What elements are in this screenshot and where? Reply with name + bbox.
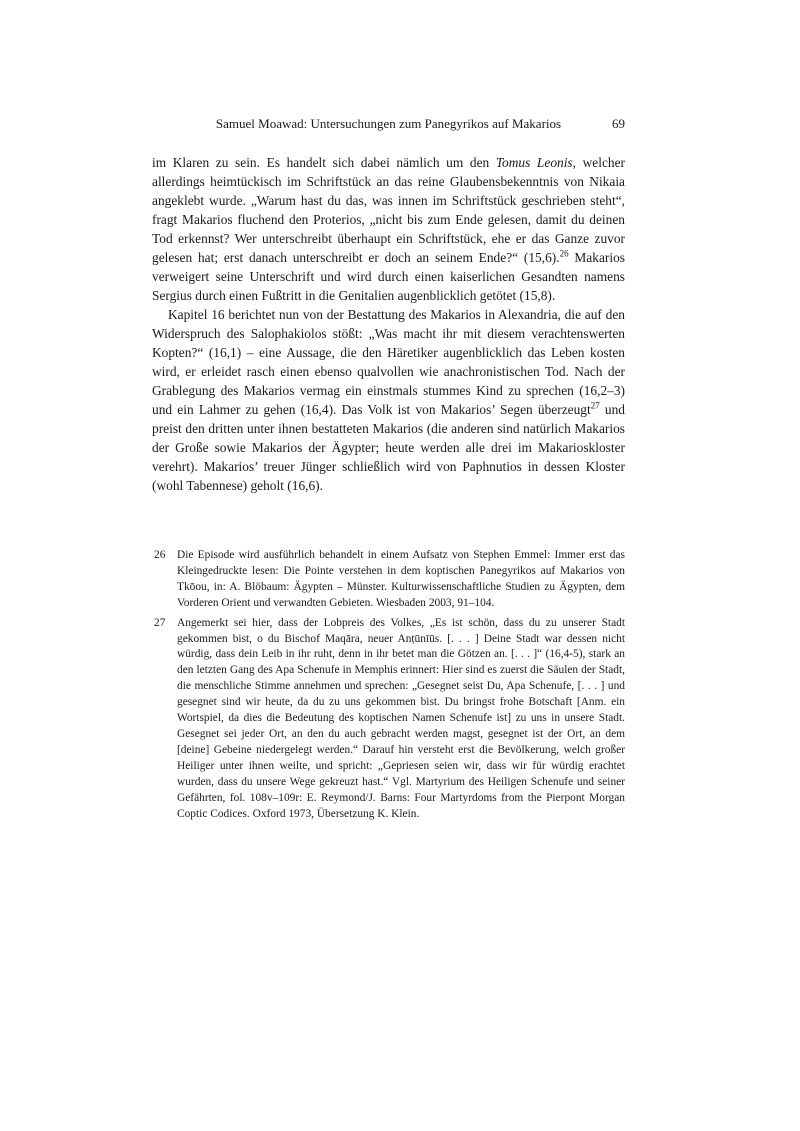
running-header (152, 116, 625, 132)
footnote-number: 27 (154, 616, 166, 629)
paragraph-2 (152, 305, 625, 495)
footnote-text: Die Episode wird ausführlich behandelt in einem Aufsatz von Stephen Emmel: Immer erst das Kleingedruckte lesen: Die Pointe verstehen in dem koptischen Panegyrikos auf Makarios von Tkōou, in: A. Blöbaum: Ägypten – Münster. Kulturwissenschaftliche Studien zu Ägypten, dem Vorderen Orient und verwandten Gebieten. Wiesbaden 2003, 91–104. (177, 549, 625, 609)
footnote-26 (152, 548, 625, 612)
text-column (152, 116, 625, 826)
footnote-reference: 26 (559, 248, 569, 259)
footnote-text: Angemerkt sei hier, dass der Lobpreis des Volkes, „Es ist schön, dass du zu unserer Stadt gekommen bist, o du Bischof Maqāra, neuer Anṭūnīūs. [. . . ] Deine Stadt war dessen nicht würdig, dass dein Leib in ihr ruht, denn in ihr betet man die Götzen an. [. . . ]“ (16,4-5), stark an den letzten Gang des Apa Schenufe in Memphis erinnert: Hier sind es zuerst die Säulen der Stadt, die menschliche Stimme annehmen und sprechen: „Gesegnet seist Du, Apa Schenufe, [. . . ] und gesegnet sind wir heute, da du zu uns gekommen bist. Du bringst frohe Botschaft [Anm. ein Wortspiel, da dies die Bedeutung des koptischen Namen Schenufe ist] zu uns in unsere Stadt. Gesegnet sei jeder Ort, an den du auch gebracht werden magst, gesegnet ist der Ort, an dem [deine] Gebeine niedergelegt werden.“ Darauf hin versteht erst die Bevölkerung, welch großer Heiliger unter ihnen weilte, und spricht: „Gepriesen seien wir, dass wir für würdig erachtet wurden, dass du unsere Wege gekreuzt hast.“ Vgl. Martyrium des Heiligen Schenufe und seiner Gefährten, fol. 108v–109r: E. Reymond/J. Barns: Four Martyrdoms from the Pierpont Morgan Coptic Codices. Oxford 1973, Übersetzung K. Klein. (177, 616, 625, 820)
paragraph-1 (152, 153, 625, 305)
page-number: 69 (612, 116, 625, 131)
body-text (152, 153, 625, 495)
footnote-27 (152, 616, 625, 823)
footnote-reference: 27 (590, 400, 600, 411)
text-segment: Makarios verweigert seine Unterschrift und wird durch einen kaiserlichen Gesandten namens Sergius durch einen Fußtritt in die Genitalien augenblicklich getötet (15,8). (152, 250, 625, 303)
footnote-number: 26 (154, 549, 166, 561)
text-segment: und preist den dritten unter ihnen bestatteten Makarios (die anderen sind natürlich Makarios der Große sowie Makarios der Ägypter; heute werden alle drei im Makarioskloster verehrt). Makarios’ treuer Jünger schließlich wird von Paphnutios in dessen Kloster (wohl Tabennese) geholt (16,6). (152, 402, 626, 493)
text-segment: im Klaren zu sein. Es handelt sich dabei nämlich um den (152, 155, 496, 170)
text-segment: Tomus Leonis (495, 155, 573, 170)
running-title: Samuel Moawad: Untersuchungen zum Panegyrikos auf Makarios (215, 116, 562, 131)
text-segment: Kapitel 16 berichtet nun von der Bestattung des Makarios in Alexandria, die auf den Widerspruch des Salophakiolos stößt: „Was macht ihr mit diesem verachtenswerten Kopten?“ (16,1) – eine Aussage, die den Häretiker augenblicklich das Leben kosten wird, er erleidet rasch einen ebenso qualvollen wie anachronistischen Tod. Nach der Grablegung des Makarios vermag ein einstmals stummes Kind zu sprechen (16,2–3) und ein Lahmer zu gehen (16,4). Das Volk ist von Makarios’ Segen überzeugt (152, 307, 625, 417)
footnotes-section (152, 548, 625, 822)
text-segment: , welcher allerdings heimtückisch im Schriftstück an das reine Glaubensbekenntnis von Nikaia angeklebt wurde. „Warum hast du das, was innen im Schriftstück geschrieben steht“, fragt Makarios fluchend den Proterios, „nicht bis zum Ende gelesen, damit du deinen Tod erkennst? Wer unterschreibt überhaupt ein Schriftstück, ehe er das Ganze zuvor gelesen hat; erst danach unterschreibt er doch an seinem Ende?“ (15,6). (152, 155, 625, 265)
